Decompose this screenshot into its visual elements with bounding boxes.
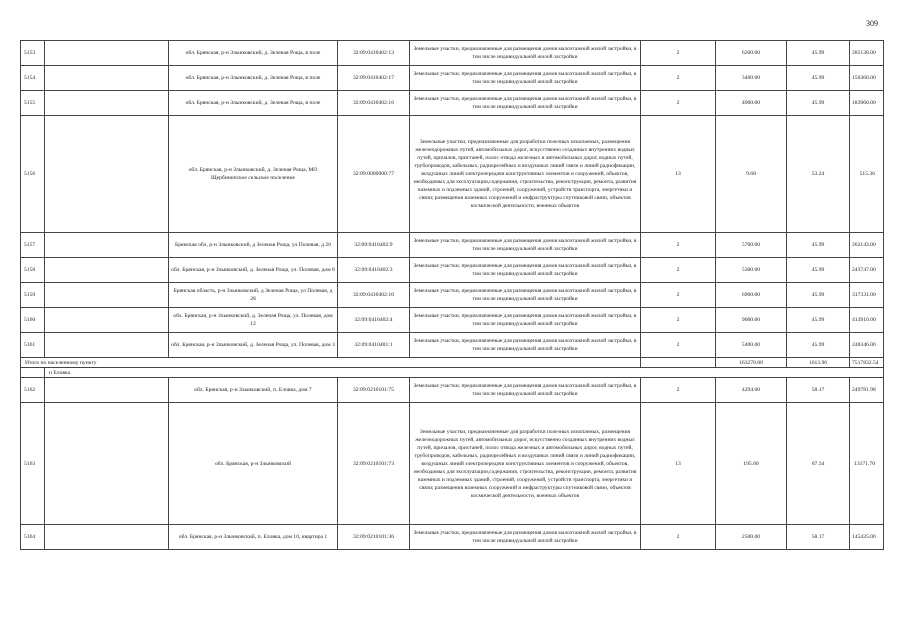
address-cell: обл. Брянская, р-н Злынковский, д. Зеленая Роща, в поле bbox=[169, 41, 338, 66]
specific-value-cell: 53.24 bbox=[787, 116, 850, 233]
group-cell: 2 bbox=[641, 41, 716, 66]
row-number: 5162 bbox=[21, 378, 45, 403]
cadastral-number-cell: 32:09:0210101:75 bbox=[338, 378, 410, 403]
address-cell: обл. Брянская, р-н Злынковский, д. Зеленая Роща, в поле bbox=[169, 91, 338, 116]
empty-cell bbox=[45, 308, 169, 333]
cadastral-value-cell: 262143.00 bbox=[850, 233, 884, 258]
table-row bbox=[21, 91, 884, 116]
specific-value-cell: 45.99 bbox=[787, 283, 850, 308]
area-cell: 2500.00 bbox=[716, 525, 787, 550]
group-cell: 2 bbox=[641, 233, 716, 258]
row-number: 5153 bbox=[21, 41, 45, 66]
total-area: 163270.88 bbox=[716, 358, 787, 368]
cadastral-number-cell: 32:09:0410402:4 bbox=[338, 308, 410, 333]
cadastral-number-cell: 32:09:0000000:77 bbox=[338, 116, 410, 233]
group-cell: 2 bbox=[641, 258, 716, 283]
row-number: 5158 bbox=[21, 258, 45, 283]
address-cell: обл. Брянская, р-н Злынковский, д. Зеленая Роща, в поле bbox=[169, 66, 338, 91]
table-row bbox=[21, 333, 884, 358]
area-cell: 5700.00 bbox=[716, 233, 787, 258]
total-cadastral-value: 7517832.54 bbox=[850, 358, 884, 368]
cadastral-value-cell: 145425.00 bbox=[850, 525, 884, 550]
settlement-total-row bbox=[21, 358, 884, 368]
table-row bbox=[21, 525, 884, 550]
cadastral-value-cell: 285138.00 bbox=[850, 41, 884, 66]
area-cell: 4294.00 bbox=[716, 378, 787, 403]
area-cell: 9000.00 bbox=[716, 308, 787, 333]
row-number: 5161 bbox=[21, 333, 45, 358]
group-cell: 13 bbox=[641, 116, 716, 233]
group-cell: 2 bbox=[641, 66, 716, 91]
settlement-name: п Еловка bbox=[45, 368, 884, 378]
land-purpose-cell: Земельные участки, предназначенные для размещения домов малоэтажной жилой застройки, в том числе индивидуальной жилой застройки bbox=[410, 258, 641, 283]
specific-value-cell: 58.17 bbox=[787, 378, 850, 403]
table-row bbox=[21, 258, 884, 283]
area-cell: 6200.00 bbox=[716, 41, 787, 66]
table-row bbox=[21, 283, 884, 308]
land-purpose-cell: Земельные участки, предназначенные для разработки полезных ископаемых, размещения железнодорожных путей, автомобильных дорог, искусственно созданных внутренних водных путей, причалов, пристаней, полос отвода железных и автомобильных дорог, водных путей, трубопроводов, кабельных, радиорелейных и воздушных линий связи и линий радиофикации, воздушных линий электропередачи конструктивных элементов и сооружений, объектов, необходимых для эксплуатации,содержания, строительства, реконструкции, ремонта, развития наземных и подземных зданий, строений, сооружений, устройств транспорта, энергетики и связи; размещения наземных сооружений и инфраструктуры спутниковой связи, объектов космической деятельности, военных объектов bbox=[410, 116, 641, 233]
table-row bbox=[21, 308, 884, 333]
address-cell: обл. Брянская, р-н Злынковский, д. Зеленая Роща, ул. Полевая, дом 8 bbox=[169, 258, 338, 283]
area-cell: 6900.00 bbox=[716, 283, 787, 308]
row-number: 5160 bbox=[21, 308, 45, 333]
area-cell: 195.60 bbox=[716, 403, 787, 525]
address-cell: обл. Брянская, р-н Злынковский, п. Еловка, дом 10, квартира 1 bbox=[169, 525, 338, 550]
area-cell: 9.68 bbox=[716, 116, 787, 233]
cadastral-number-cell: 32:09:0410402:13 bbox=[338, 41, 410, 66]
empty-cell bbox=[45, 91, 169, 116]
cadastral-value-table bbox=[20, 40, 884, 550]
group-cell: 2 bbox=[641, 91, 716, 116]
empty-cell bbox=[45, 258, 169, 283]
total-specific-value: 1613.96 bbox=[787, 358, 850, 368]
specific-value-cell: 45.99 bbox=[787, 333, 850, 358]
empty-cell bbox=[45, 378, 169, 403]
cadastral-value-cell: 183960.00 bbox=[850, 91, 884, 116]
cadastral-value-cell: 413910.00 bbox=[850, 308, 884, 333]
address-cell: Брянская область, р-н Злынковский, д Зеленая Роща, ул Полевая, д 28 bbox=[169, 283, 338, 308]
cadastral-value-cell: 515.36 bbox=[850, 116, 884, 233]
group-cell: 2 bbox=[641, 283, 716, 308]
cadastral-value-cell: 249781.98 bbox=[850, 378, 884, 403]
page-number: 309 bbox=[866, 19, 878, 28]
group-cell: 2 bbox=[641, 525, 716, 550]
group-cell: 2 bbox=[641, 333, 716, 358]
cadastral-number-cell: 32:09:0410402:17 bbox=[338, 66, 410, 91]
cadastral-number-cell: 32:09:0410402:10 bbox=[338, 283, 410, 308]
empty-cell bbox=[641, 358, 716, 368]
row-number: 5159 bbox=[21, 283, 45, 308]
cadastral-number-cell: 32:09:0410401:1 bbox=[338, 333, 410, 358]
address-cell: обл. Брянская, р-н Злынковский, д. Зеленая Роща, МО Щербиничское сельское поселение bbox=[169, 116, 338, 233]
empty-cell bbox=[45, 283, 169, 308]
empty-cell bbox=[45, 41, 169, 66]
specific-value-cell: 45.99 bbox=[787, 258, 850, 283]
land-purpose-cell: Земельные участки, предназначенные для разработки полезных ископаемых, размещения железнодорожных путей, автомобильных дорог, искусственно созданных внутренних водных путей, причалов, пристаней, полос отвода железных и автомобильных дорог, водных путей, трубопроводов, кабельных, радиорелейных и воздушных линий связи и линий радиофикации, воздушных линий электропередачи конструктивных элементов и сооружений, объектов, необходимых для эксплуатации,содержания, строительства, реконструкции, ремонта, развития наземных и подземных зданий, строений, сооружений, устройств транспорта, энергетики и связи; размещения наземных сооружений и инфраструктуры спутниковой связи, объектов космической деятельности, военных объектов bbox=[410, 403, 641, 525]
address-cell: обл. Брянская, р-н Злынковский bbox=[169, 403, 338, 525]
table-row bbox=[21, 378, 884, 403]
group-cell: 2 bbox=[641, 378, 716, 403]
cadastral-number-cell: 32:09:0410402:16 bbox=[338, 91, 410, 116]
area-cell: 5400.00 bbox=[716, 333, 787, 358]
address-cell: Брянская обл, р-н Злынковский, д Зеленая Роща, ул Полевая, д 26 bbox=[169, 233, 338, 258]
specific-value-cell: 67.34 bbox=[787, 403, 850, 525]
land-purpose-cell: Земельные участки, предназначенные для размещения домов малоэтажной жилой застройки, в том числе индивидуальной жилой застройки bbox=[410, 378, 641, 403]
cadastral-value-cell: 248346.00 bbox=[850, 333, 884, 358]
specific-value-cell: 58.17 bbox=[787, 525, 850, 550]
settlement-section-row bbox=[21, 368, 884, 378]
land-purpose-cell: Земельные участки, предназначенные для размещения домов малоэтажной жилой застройки, в том числе индивидуальной жилой застройки bbox=[410, 41, 641, 66]
specific-value-cell: 45.99 bbox=[787, 91, 850, 116]
empty-cell bbox=[45, 233, 169, 258]
empty-cell bbox=[45, 525, 169, 550]
table-row bbox=[21, 233, 884, 258]
row-number: 5164 bbox=[21, 525, 45, 550]
group-cell: 13 bbox=[641, 403, 716, 525]
address-cell: обл. Брянская, р-н Злынковский, п. Еловка, дом 7 bbox=[169, 378, 338, 403]
table-row bbox=[21, 41, 884, 66]
row-number: 5163 bbox=[21, 403, 45, 525]
row-number: 5155 bbox=[21, 91, 45, 116]
address-cell: обл. Брянская, р-н Злынковский, д. Зеленая Роща, ул. Полевая, дом 12 bbox=[169, 308, 338, 333]
land-purpose-cell: Земельные участки, предназначенные для размещения домов малоэтажной жилой застройки, в том числе индивидуальной жилой застройки bbox=[410, 91, 641, 116]
land-purpose-cell: Земельные участки, предназначенные для размещения домов малоэтажной жилой застройки, в том числе индивидуальной жилой застройки bbox=[410, 233, 641, 258]
table-row bbox=[21, 116, 884, 233]
cadastral-value-cell: 317331.00 bbox=[850, 283, 884, 308]
land-purpose-cell: Земельные участки, предназначенные для размещения домов малоэтажной жилой застройки, в том числе индивидуальной жилой застройки bbox=[410, 308, 641, 333]
land-purpose-cell: Земельные участки, предназначенные для размещения домов малоэтажной жилой застройки, в том числе индивидуальной жилой застройки bbox=[410, 525, 641, 550]
area-cell: 5300.00 bbox=[716, 258, 787, 283]
row-number: 5154 bbox=[21, 66, 45, 91]
cadastral-value-cell: 243747.00 bbox=[850, 258, 884, 283]
cadastral-number-cell: 32:09:0210101:36 bbox=[338, 525, 410, 550]
row-number: 5157 bbox=[21, 233, 45, 258]
cadastral-number-cell: 32:09:0210101:73 bbox=[338, 403, 410, 525]
row-number: 5156 bbox=[21, 116, 45, 233]
area-cell: 3400.00 bbox=[716, 66, 787, 91]
area-cell: 4000.00 bbox=[716, 91, 787, 116]
empty-cell bbox=[45, 116, 169, 233]
empty-cell bbox=[45, 66, 169, 91]
group-cell: 2 bbox=[641, 308, 716, 333]
empty-cell bbox=[45, 403, 169, 525]
specific-value-cell: 45.99 bbox=[787, 41, 850, 66]
specific-value-cell: 45.99 bbox=[787, 233, 850, 258]
address-cell: обл. Брянская, р-н Злынковский, д. Зеленая Роща, ул. Полевая, дом 3 bbox=[169, 333, 338, 358]
cadastral-value-cell: 13171.70 bbox=[850, 403, 884, 525]
total-label: Итого по населенному пункту bbox=[21, 358, 641, 368]
specific-value-cell: 45.99 bbox=[787, 308, 850, 333]
land-purpose-cell: Земельные участки, предназначенные для размещения домов малоэтажной жилой застройки, в том числе индивидуальной жилой застройки bbox=[410, 66, 641, 91]
cadastral-number-cell: 32:09:0410402:3 bbox=[338, 258, 410, 283]
land-purpose-cell: Земельные участки, предназначенные для размещения домов малоэтажной жилой застройки, в том числе индивидуальной жилой застройки bbox=[410, 283, 641, 308]
table-row bbox=[21, 403, 884, 525]
specific-value-cell: 45.99 bbox=[787, 66, 850, 91]
empty-cell bbox=[45, 333, 169, 358]
table-row bbox=[21, 66, 884, 91]
empty-cell bbox=[21, 368, 45, 378]
cadastral-number-cell: 32:09:0410402:9 bbox=[338, 233, 410, 258]
land-purpose-cell: Земельные участки, предназначенные для размещения домов малоэтажной жилой застройки, в том числе индивидуальной жилой застройки bbox=[410, 333, 641, 358]
cadastral-value-cell: 156366.00 bbox=[850, 66, 884, 91]
